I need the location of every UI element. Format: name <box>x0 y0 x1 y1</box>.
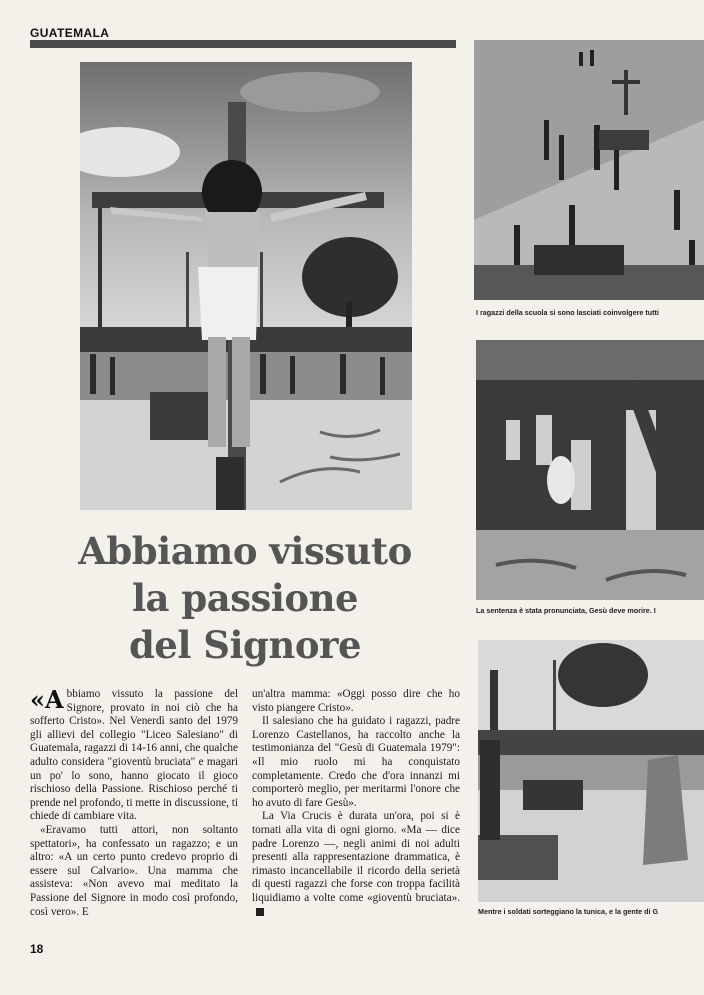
article-headline <box>50 528 440 669</box>
headline-line-3: del Signore <box>128 623 362 667</box>
drop-cap: «A <box>30 685 64 714</box>
section-label: GUATEMALA <box>30 26 110 40</box>
end-mark <box>256 908 264 916</box>
col2-paragraph-1: un'altra mamma: «Oggi posso dire che ho visto piangere Cristo». <box>252 688 460 714</box>
crucifixion-photo <box>80 62 412 510</box>
caption-middle: La sentenza è stata pronunciata, Gesù deve morire. I <box>476 606 656 615</box>
article-column-1 <box>30 685 238 919</box>
col2-paragraph-2: Il salesiano che ha guidato i ragazzi, padre Lorenzo Castellanos, ha raccolto anche la testimonianza del "Gesù di Guatemala 1979": «Il mio ruolo mi ha conquistato completamente. Credo che d'ora innanzi mi comporterò meglio, per meritarmi l'onore che ho avuto di fare Gesù». <box>252 715 460 809</box>
section-rule <box>30 40 456 48</box>
sentence-photo <box>476 340 704 600</box>
col1-paragraph-1: «Abbiamo vissuto la passione del Signore, provato in noi ciò che ha sofferto Cristo». Nel Venerdì santo del 1979 gli allievi del collegio "Liceo Salesiano" di Guatemala, ragazzi di 14-16 anni, che qualche adulto considera "gioventù bruciata" e magari un po' lo sono, hanno giocato il gioco rischioso della Passione. Rischioso perché ti prende nel profondo, ti mette in discussione, ti chiede di cambiare vita. <box>30 685 238 823</box>
students-photo <box>474 40 704 300</box>
caption-top: I ragazzi della scuola si sono lasciati coinvolgere tutti <box>476 308 659 317</box>
col2-paragraph-3: La Via Crucis è durata un'ora, poi si è tornati alla vita di ogni giorno. «Ma — dice padre Lorenzo —, negli animi di noi adulti presenti alla rappresentazione drammatica, è rimasto incancellabile il ricordo della serietà di questi ragazzi che forse con troppa facilità liquidiamo a volte come «gioventù bruciata». <box>252 810 460 919</box>
headline-line-1: Abbiamo vissuto <box>78 529 412 573</box>
soldiers-photo <box>478 640 704 902</box>
article-column-2 <box>252 688 460 919</box>
col1-paragraph-2: «Eravamo tutti attori, non soltanto spettatori», ha confessato un ragazzo; e un altro: «A un certo punto credevo proprio di essere sul Calvario». Una mamma che assisteva: «Non avevo mai meditato la Passione del Signore in modo così profondo, così vero». E <box>30 823 238 918</box>
caption-bottom: Mentre i soldati sorteggiano la tunica, e la gente di G <box>478 907 659 916</box>
page-number: 18 <box>30 942 44 956</box>
headline-line-2: la passione <box>131 576 359 620</box>
